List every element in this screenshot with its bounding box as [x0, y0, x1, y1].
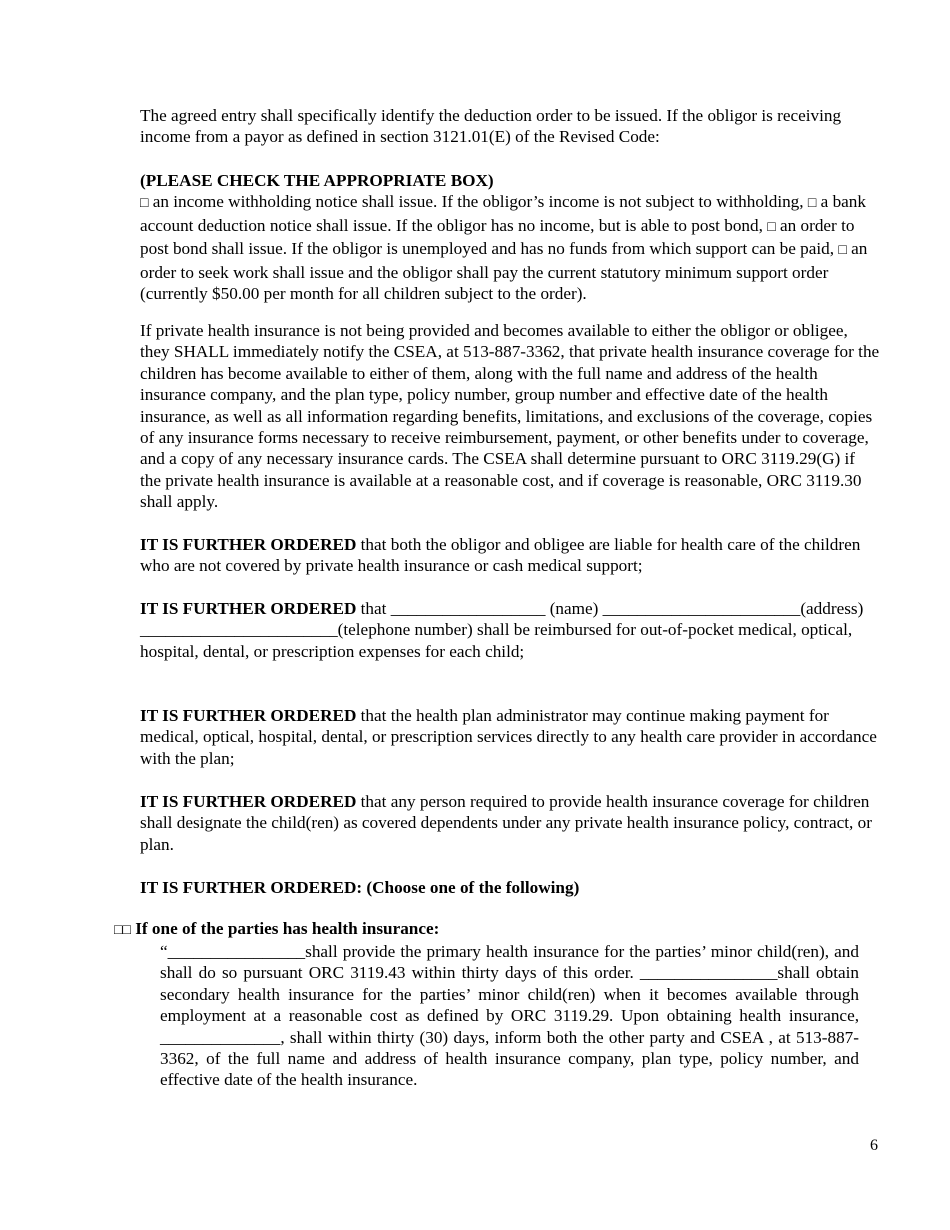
choose-one-heading: IT IS FURTHER ORDERED: (Choose one of the following)	[140, 878, 580, 897]
further-ordered-liability-paragraph: IT IS FURTHER ORDERED that both the obligor and obligee are liable for health care of the children who are not covered by private health insurance or cash medical support;	[140, 535, 861, 576]
further-ordered-reimbursement-paragraph: IT IS FURTHER ORDERED that __________________ (name) _______________________(address) _______________________(telephone number) shall be reimbursed for out-of-pocket medical, optical, hospital, dental, or prescription expenses for each child;	[140, 599, 864, 661]
checkbox-income-withholding[interactable]: □	[140, 196, 149, 212]
checkbox-post-bond[interactable]: □	[767, 219, 776, 235]
option-one-label: If one of the parties has health insurance:	[130, 919, 440, 938]
page-number: 6	[870, 1137, 878, 1154]
withholding-options-paragraph: □ an income withholding notice shall issue. If the obligor’s income is not subject to withholding, □ a bank account deduction notice shall issue. If the obligor has no income, but is able to post bond, □ an order to post bond shall issue. If the obligor is unemployed and has no funds from which support can be paid, □ an order to seek work shall issue and the obligor shall pay the current statutory minimum support order (currently $50.00 per month for all children subject to the order).	[140, 192, 868, 304]
option-one-party-insurance	[114, 918, 439, 941]
further-ordered-label: IT IS FURTHER ORDERED	[140, 706, 357, 725]
health-insurance-notice-paragraph: If private health insurance is not being provided and becomes available to either the obligor or obligee, they SHALL immediately notify the CSEA, at 513-887-3362, that private health insurance coverage for the children has become available to either of them, along with the full name and address of the health insurance company, and the plan type, policy number, group number and effective date of the health insurance, as well as all information regarding benefits, limitations, and exclusions of the coverage, copies of any insurance forms necessary to receive reimbursement, payment, or other benefits under to coverage, and a copy of any necessary insurance cards. The CSEA shall determine pursuant to ORC 3119.29(G) if the private health insurance is available at a reasonable cost, and if coverage is reasonable, ORC 3119.30 shall apply.	[140, 321, 880, 512]
checkbox-one-party-insurance[interactable]: □□	[114, 923, 131, 938]
checkbox-seek-work[interactable]: □	[838, 243, 847, 259]
check-box-heading: (PLEASE CHECK THE APPROPRIATE BOX)	[140, 171, 494, 190]
further-ordered-label: IT IS FURTHER ORDERED	[140, 792, 357, 811]
intro-paragraph: The agreed entry shall specifically identify the deduction order to be issued. If the obligor is receiving income from a payor as defined in section 3121.01(E) of the Revised Code:	[140, 106, 842, 147]
further-ordered-dependents-paragraph: IT IS FURTHER ORDERED that any person required to provide health insurance coverage for children shall designate the child(ren) as covered dependents under any private health insurance policy, contract, or plan.	[140, 792, 872, 854]
further-ordered-label: IT IS FURTHER ORDERED	[140, 535, 357, 554]
check-box-section	[140, 170, 880, 304]
option-one-text: “________________shall provide the primary health insurance for the parties’ minor child(ren), and shall do so pursuant ORC 3119.43 within thirty days of this order. ________________shall obtain secondary health insurance for the parties’ minor child(ren) when it becomes available through employment at a reasonable cost as defined by ORC 3119.29. Upon obtaining health insurance, ______________, shall within thirty (30) days, inform both the other party and CSEA , at 513-887-3362, of the full name and address of health insurance company, plan type, policy number, and effective date of the health insurance.	[160, 942, 859, 1090]
checkbox-bank-deduction[interactable]: □	[807, 196, 817, 212]
further-ordered-administrator-paragraph: IT IS FURTHER ORDERED that the health plan administrator may continue making payment for medical, optical, hospital, dental, or prescription services directly to any health care provider in accordance with the plan;	[140, 706, 877, 768]
further-ordered-label: IT IS FURTHER ORDERED	[140, 599, 357, 618]
